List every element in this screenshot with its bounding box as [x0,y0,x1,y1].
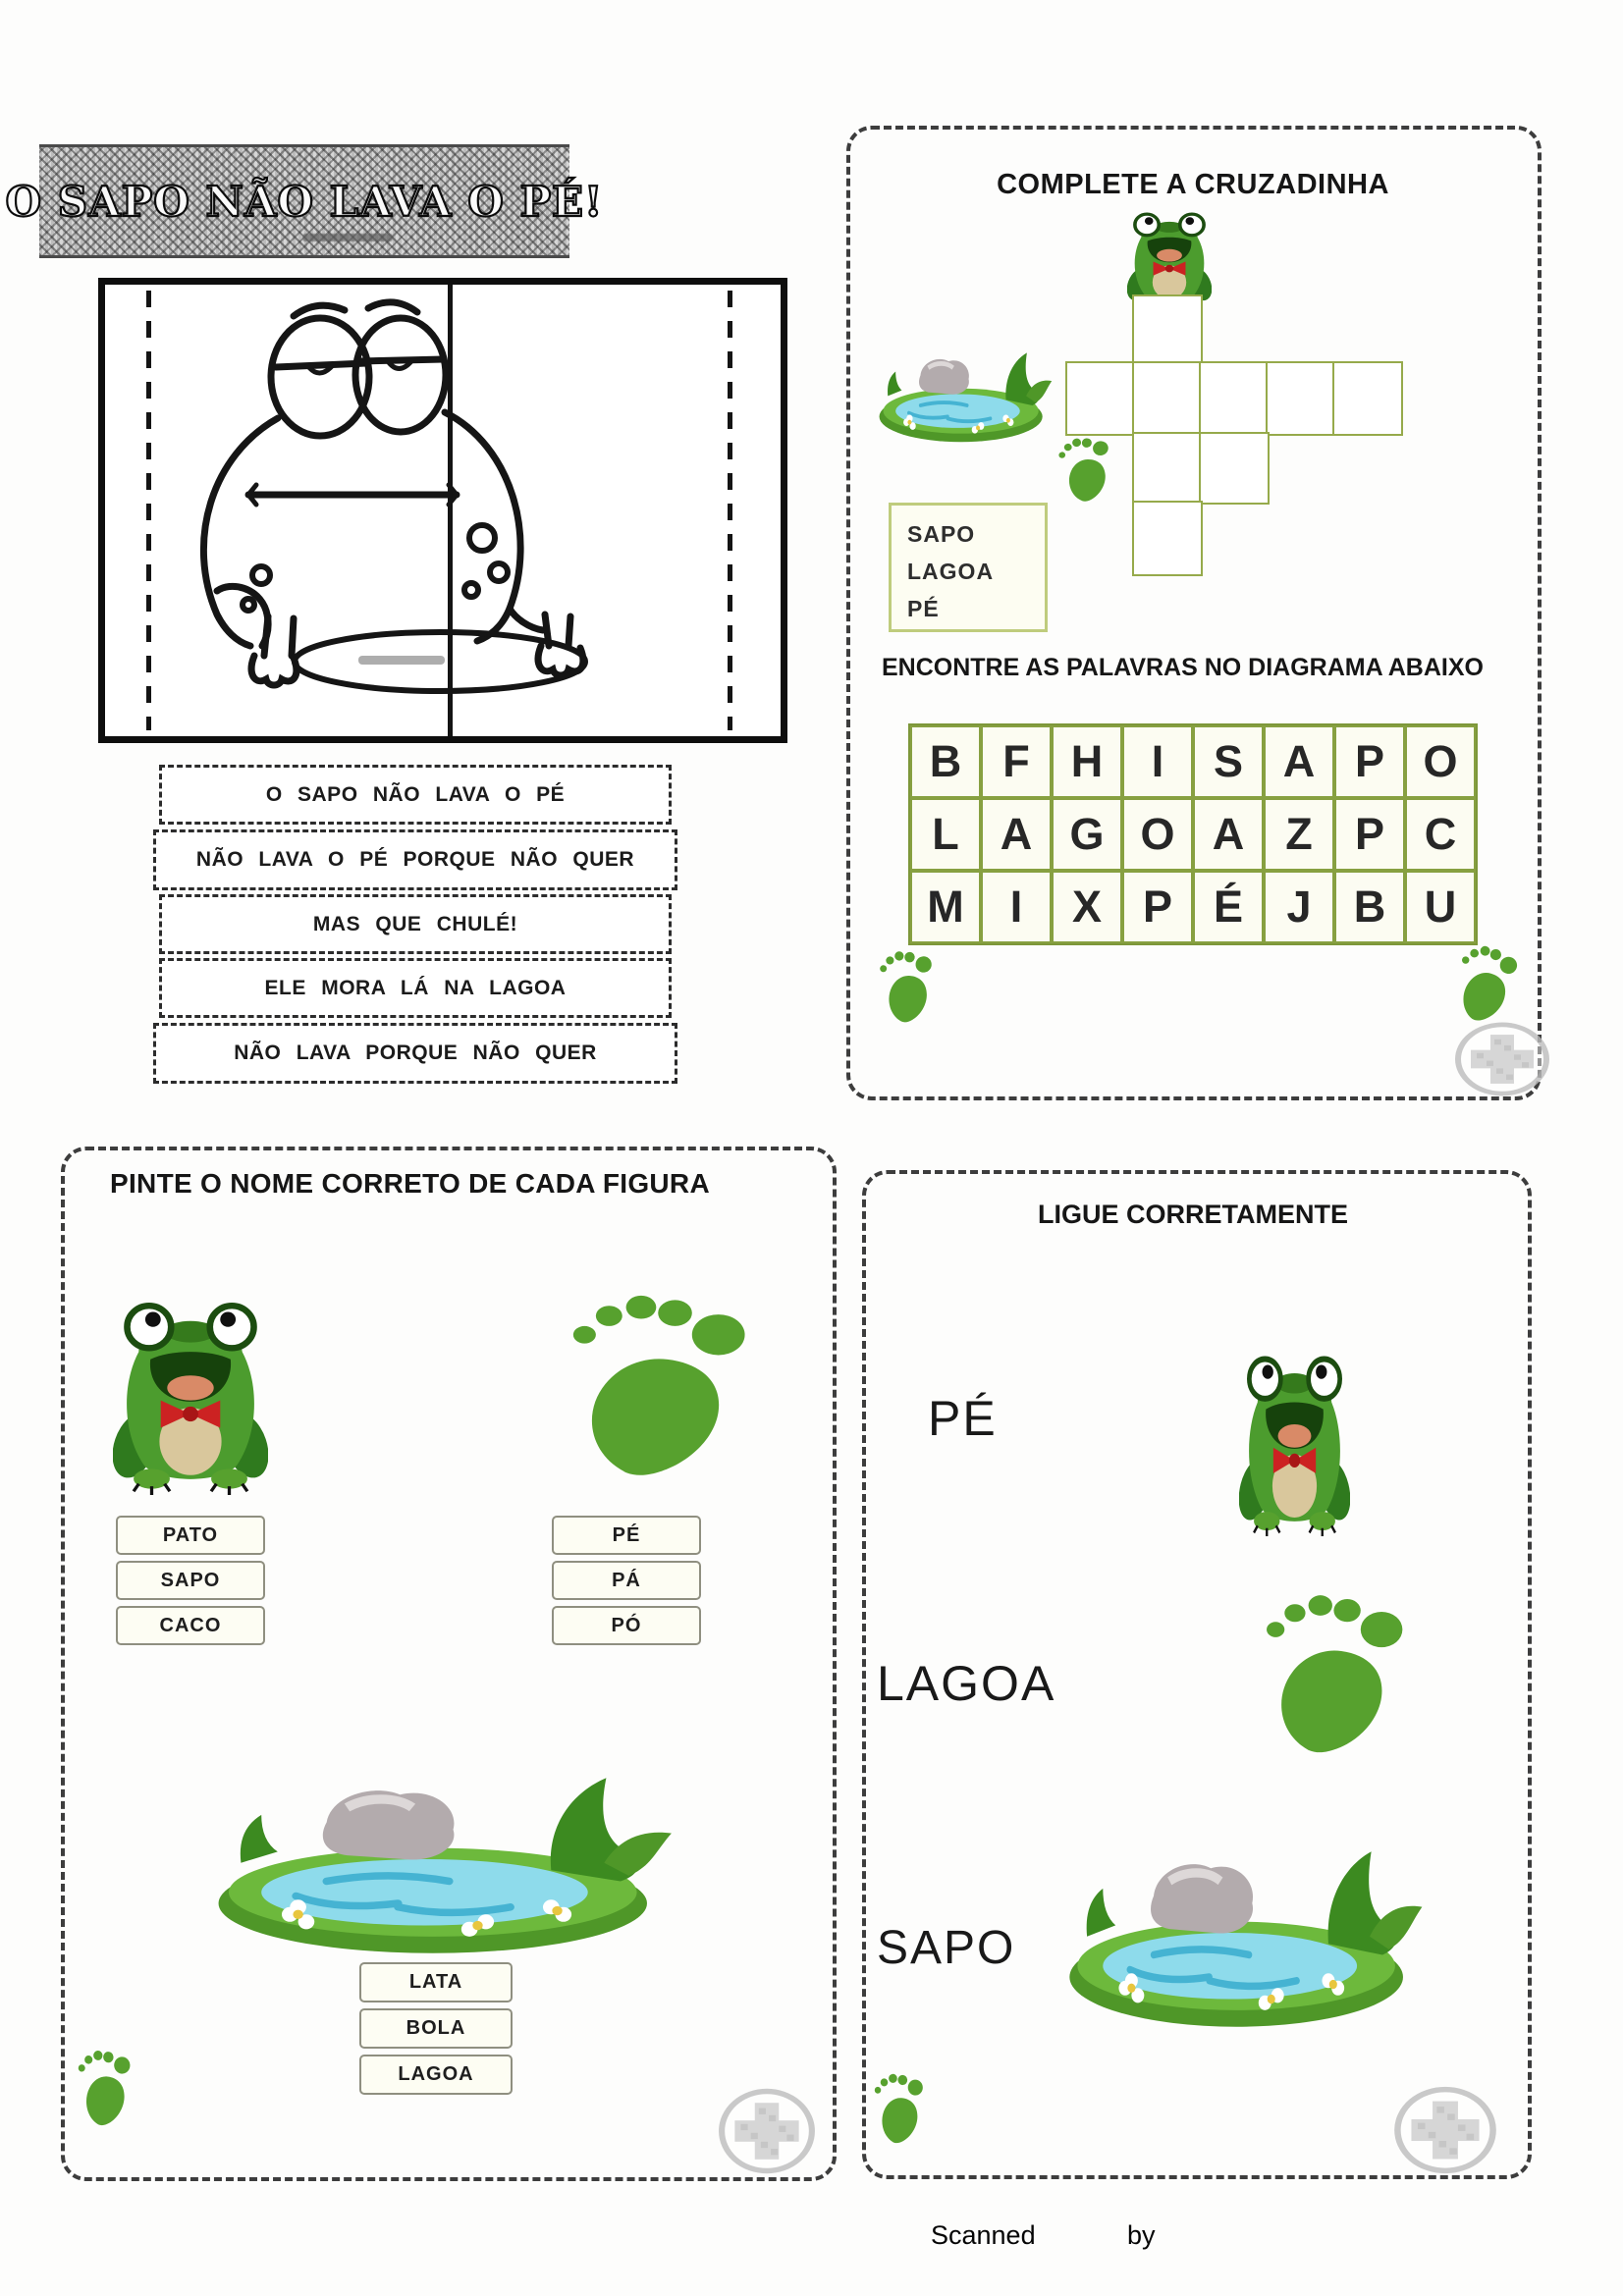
lagoon-image [204,1752,674,1964]
word-bank-item: SAPO [907,521,976,547]
paint-panel-title: PINTE O NOME CORRETO DE CADA FIGURA [110,1168,710,1199]
wordsearch-cell: B [1334,871,1405,943]
wordsearch-grid [908,723,1478,945]
connect-word: SAPO [877,1922,1016,1974]
wordsearch-cell: P [1334,725,1405,798]
wordsearch-cell: P [1334,798,1405,871]
sentence-strip-text: NÃO LAVA O PÉ PORQUE NÃO QUER [195,848,635,871]
crossword-cell [1199,432,1270,505]
option-box: BOLA [359,2008,513,2049]
scanner-watermark-icon [717,2087,817,2175]
connect-word: LAGOA [877,1656,1056,1711]
frog-image [113,1296,268,1495]
wordsearch-cell: M [910,871,981,943]
crossword-cell [1132,294,1203,365]
crossword-cell [1132,501,1203,576]
frog-option-list [116,1516,265,1645]
wordsearch-cell: F [981,725,1052,798]
worksheet-title: O SAPO NÃO LAVA O PÉ! [5,177,604,226]
word-bank-item: LAGOA [907,559,995,584]
scanner-watermark-icon [1392,2085,1498,2175]
crossword-cell [1065,361,1136,436]
sentence-strip-text: O SAPO NÃO LAVA O PÉ [265,782,566,806]
wordsearch-cell: P [1122,871,1193,943]
option-box: LATA [359,1962,513,2002]
option-box: PÁ [552,1561,701,1600]
sentence-strip [159,765,672,825]
footprint-image [569,1290,758,1478]
lagoon-image [1058,1826,1424,2038]
crossword-cell [1199,361,1270,436]
foot-option-list [552,1516,701,1645]
connect-word: PÉ [928,1391,998,1446]
footprint-hint-icon [1055,431,1121,507]
option-box: SAPO [116,1561,265,1600]
wordsearch-cell: S [1193,725,1264,798]
cut-line-left [146,291,151,730]
frog-image [1239,1350,1350,1536]
option-box: CACO [116,1606,265,1645]
wordsearch-cell: I [1122,725,1193,798]
wordsearch-cell: X [1052,871,1122,943]
sentence-strip-text: MAS QUE CHULÉ! [312,912,518,935]
cut-line-right [728,291,732,730]
lagoon-option-list [359,1962,513,2095]
wordsearch-cell: A [1193,798,1264,871]
crossword-cell [1266,361,1336,436]
wordsearch-cell: G [1052,798,1122,871]
wordsearch-cell: B [910,725,981,798]
wordsearch-cell: C [1405,798,1476,871]
wordsearch-cell: J [1264,871,1334,943]
crossword-cell [1132,432,1203,505]
wordsearch-cell: É [1193,871,1264,943]
footprint-stamp-icon [76,2046,137,2128]
wordsearch-cell: L [910,798,981,871]
sentence-strip [159,894,672,954]
scanner-watermark-icon [1453,1021,1551,1097]
crossword-title: COMPLETE A CRUZADINHA [997,169,1389,200]
footer-by-text: by [1127,2220,1156,2250]
option-box: PÉ [552,1516,701,1555]
connect-panel-title: LIGUE CORRETAMENTE [1038,1200,1348,1229]
wordsearch-cell: A [1264,725,1334,798]
footer-scanned-text: Scanned [931,2220,1036,2250]
wordsearch-cell: O [1405,725,1476,798]
lagoon-image-small [874,340,1053,448]
worksheet-title-banner [5,144,604,258]
wordsearch-title: ENCONTRE AS PALAVRAS NO DIAGRAMA ABAIXO [882,654,1484,681]
option-box: PÓ [552,1606,701,1645]
frog-outline-drawing [121,291,720,722]
wordsearch-cell: U [1405,871,1476,943]
wordsearch-cell: A [981,798,1052,871]
wordsearch-cell: I [981,871,1052,943]
option-box: LAGOA [359,2055,513,2095]
sentence-strip-text: ELE MORA LÁ NA LAGOA [264,976,567,999]
fold-line-center [448,285,453,736]
crossword-cell [1132,361,1203,436]
frog-coloring-box [98,278,787,743]
footprint-stamp-icon [1453,941,1523,1027]
sentence-strip [153,1023,677,1084]
drawing-credit-smudge [358,656,445,665]
wordsearch-cell: O [1122,798,1193,871]
wordsearch-cell: H [1052,725,1122,798]
crossword-cell [1332,361,1403,436]
word-bank-box [889,503,1048,632]
word-bank-item: PÉ [907,596,940,621]
sentence-strip [153,829,677,890]
wordsearch-cell: Z [1264,798,1334,871]
sentence-strip [159,958,672,1018]
footprint-stamp-icon [877,945,942,1026]
option-box: PATO [116,1516,265,1555]
footprint-stamp-icon [872,2069,930,2146]
banner-credit-smudge [302,234,393,241]
footprint-image [1264,1590,1413,1755]
sentence-strip-text: NÃO LAVA PORQUE NÃO QUER [234,1041,597,1064]
